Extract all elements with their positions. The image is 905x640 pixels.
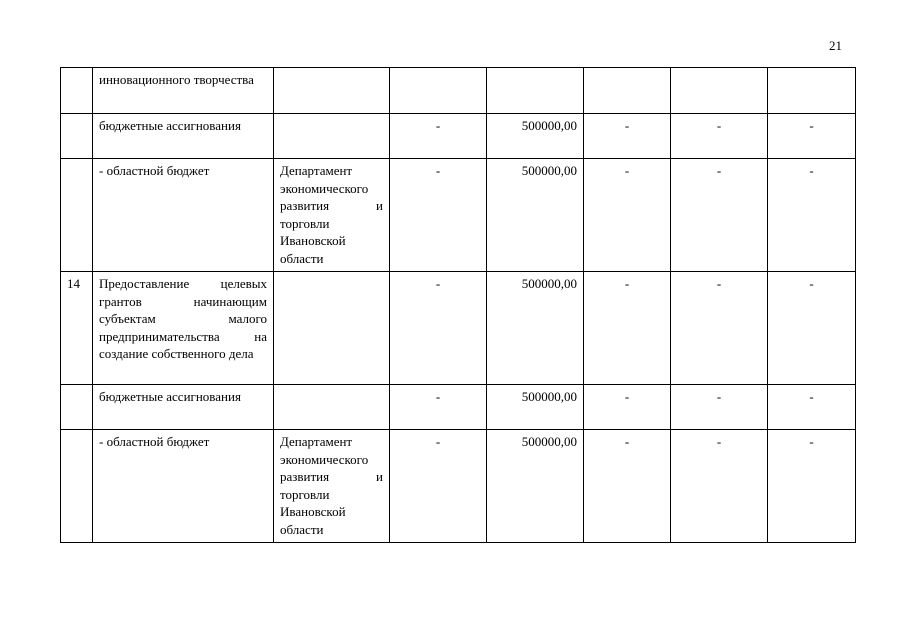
value-cell-1: - <box>390 272 487 385</box>
value-cell-2: 500000,00 <box>487 272 584 385</box>
value-cell-2: 500000,00 <box>487 114 584 159</box>
executor-cell <box>274 385 390 430</box>
item-name-cell: бюджетные ассигнования <box>93 114 274 159</box>
row-number-cell <box>61 385 93 430</box>
value-cell-4: - <box>671 385 768 430</box>
row-number-cell <box>61 159 93 272</box>
value-cell-2: 500000,00 <box>487 385 584 430</box>
row-number-cell: 14 <box>61 272 93 385</box>
value-cell-5: - <box>768 114 856 159</box>
value-cell-4: - <box>671 159 768 272</box>
value-cell-4: - <box>671 430 768 543</box>
executor-cell <box>274 114 390 159</box>
item-name-cell: Предоставление целевых грантов начинающим субъектам малого предпринимательства на создание собственного дела <box>93 272 274 385</box>
page-number: 21 <box>829 38 842 53</box>
table-row <box>61 114 856 159</box>
row-number-cell <box>61 68 93 114</box>
item-name-cell: - областной бюджет <box>93 159 274 272</box>
value-cell-1: - <box>390 159 487 272</box>
value-cell-1: - <box>390 430 487 543</box>
value-cell-3: - <box>584 385 671 430</box>
item-name-cell: - областной бюджет <box>93 430 274 543</box>
value-cell-3 <box>584 68 671 114</box>
value-cell-5: - <box>768 430 856 543</box>
executor-cell: Департамент экономического развития и торговли Ивановской области <box>274 430 390 543</box>
row-number-cell <box>61 430 93 543</box>
value-cell-2 <box>487 68 584 114</box>
value-cell-3: - <box>584 430 671 543</box>
table-row <box>61 68 856 114</box>
value-cell-1 <box>390 68 487 114</box>
table-row <box>61 159 856 272</box>
table-row <box>61 272 856 385</box>
value-cell-5: - <box>768 272 856 385</box>
budget-table <box>60 67 856 543</box>
row-number-cell <box>61 114 93 159</box>
executor-cell: Департамент экономического развития и торговли Ивановской области <box>274 159 390 272</box>
value-cell-2: 500000,00 <box>487 430 584 543</box>
value-cell-4 <box>671 68 768 114</box>
executor-cell <box>274 272 390 385</box>
item-name-cell: бюджетные ассигнования <box>93 385 274 430</box>
value-cell-5 <box>768 68 856 114</box>
table-row <box>61 385 856 430</box>
value-cell-5: - <box>768 159 856 272</box>
value-cell-4: - <box>671 272 768 385</box>
value-cell-4: - <box>671 114 768 159</box>
value-cell-3: - <box>584 114 671 159</box>
executor-cell <box>274 68 390 114</box>
table-row <box>61 430 856 543</box>
value-cell-1: - <box>390 385 487 430</box>
value-cell-3: - <box>584 159 671 272</box>
value-cell-5: - <box>768 385 856 430</box>
value-cell-3: - <box>584 272 671 385</box>
value-cell-2: 500000,00 <box>487 159 584 272</box>
value-cell-1: - <box>390 114 487 159</box>
item-name-cell: инновационного творчества <box>93 68 274 114</box>
